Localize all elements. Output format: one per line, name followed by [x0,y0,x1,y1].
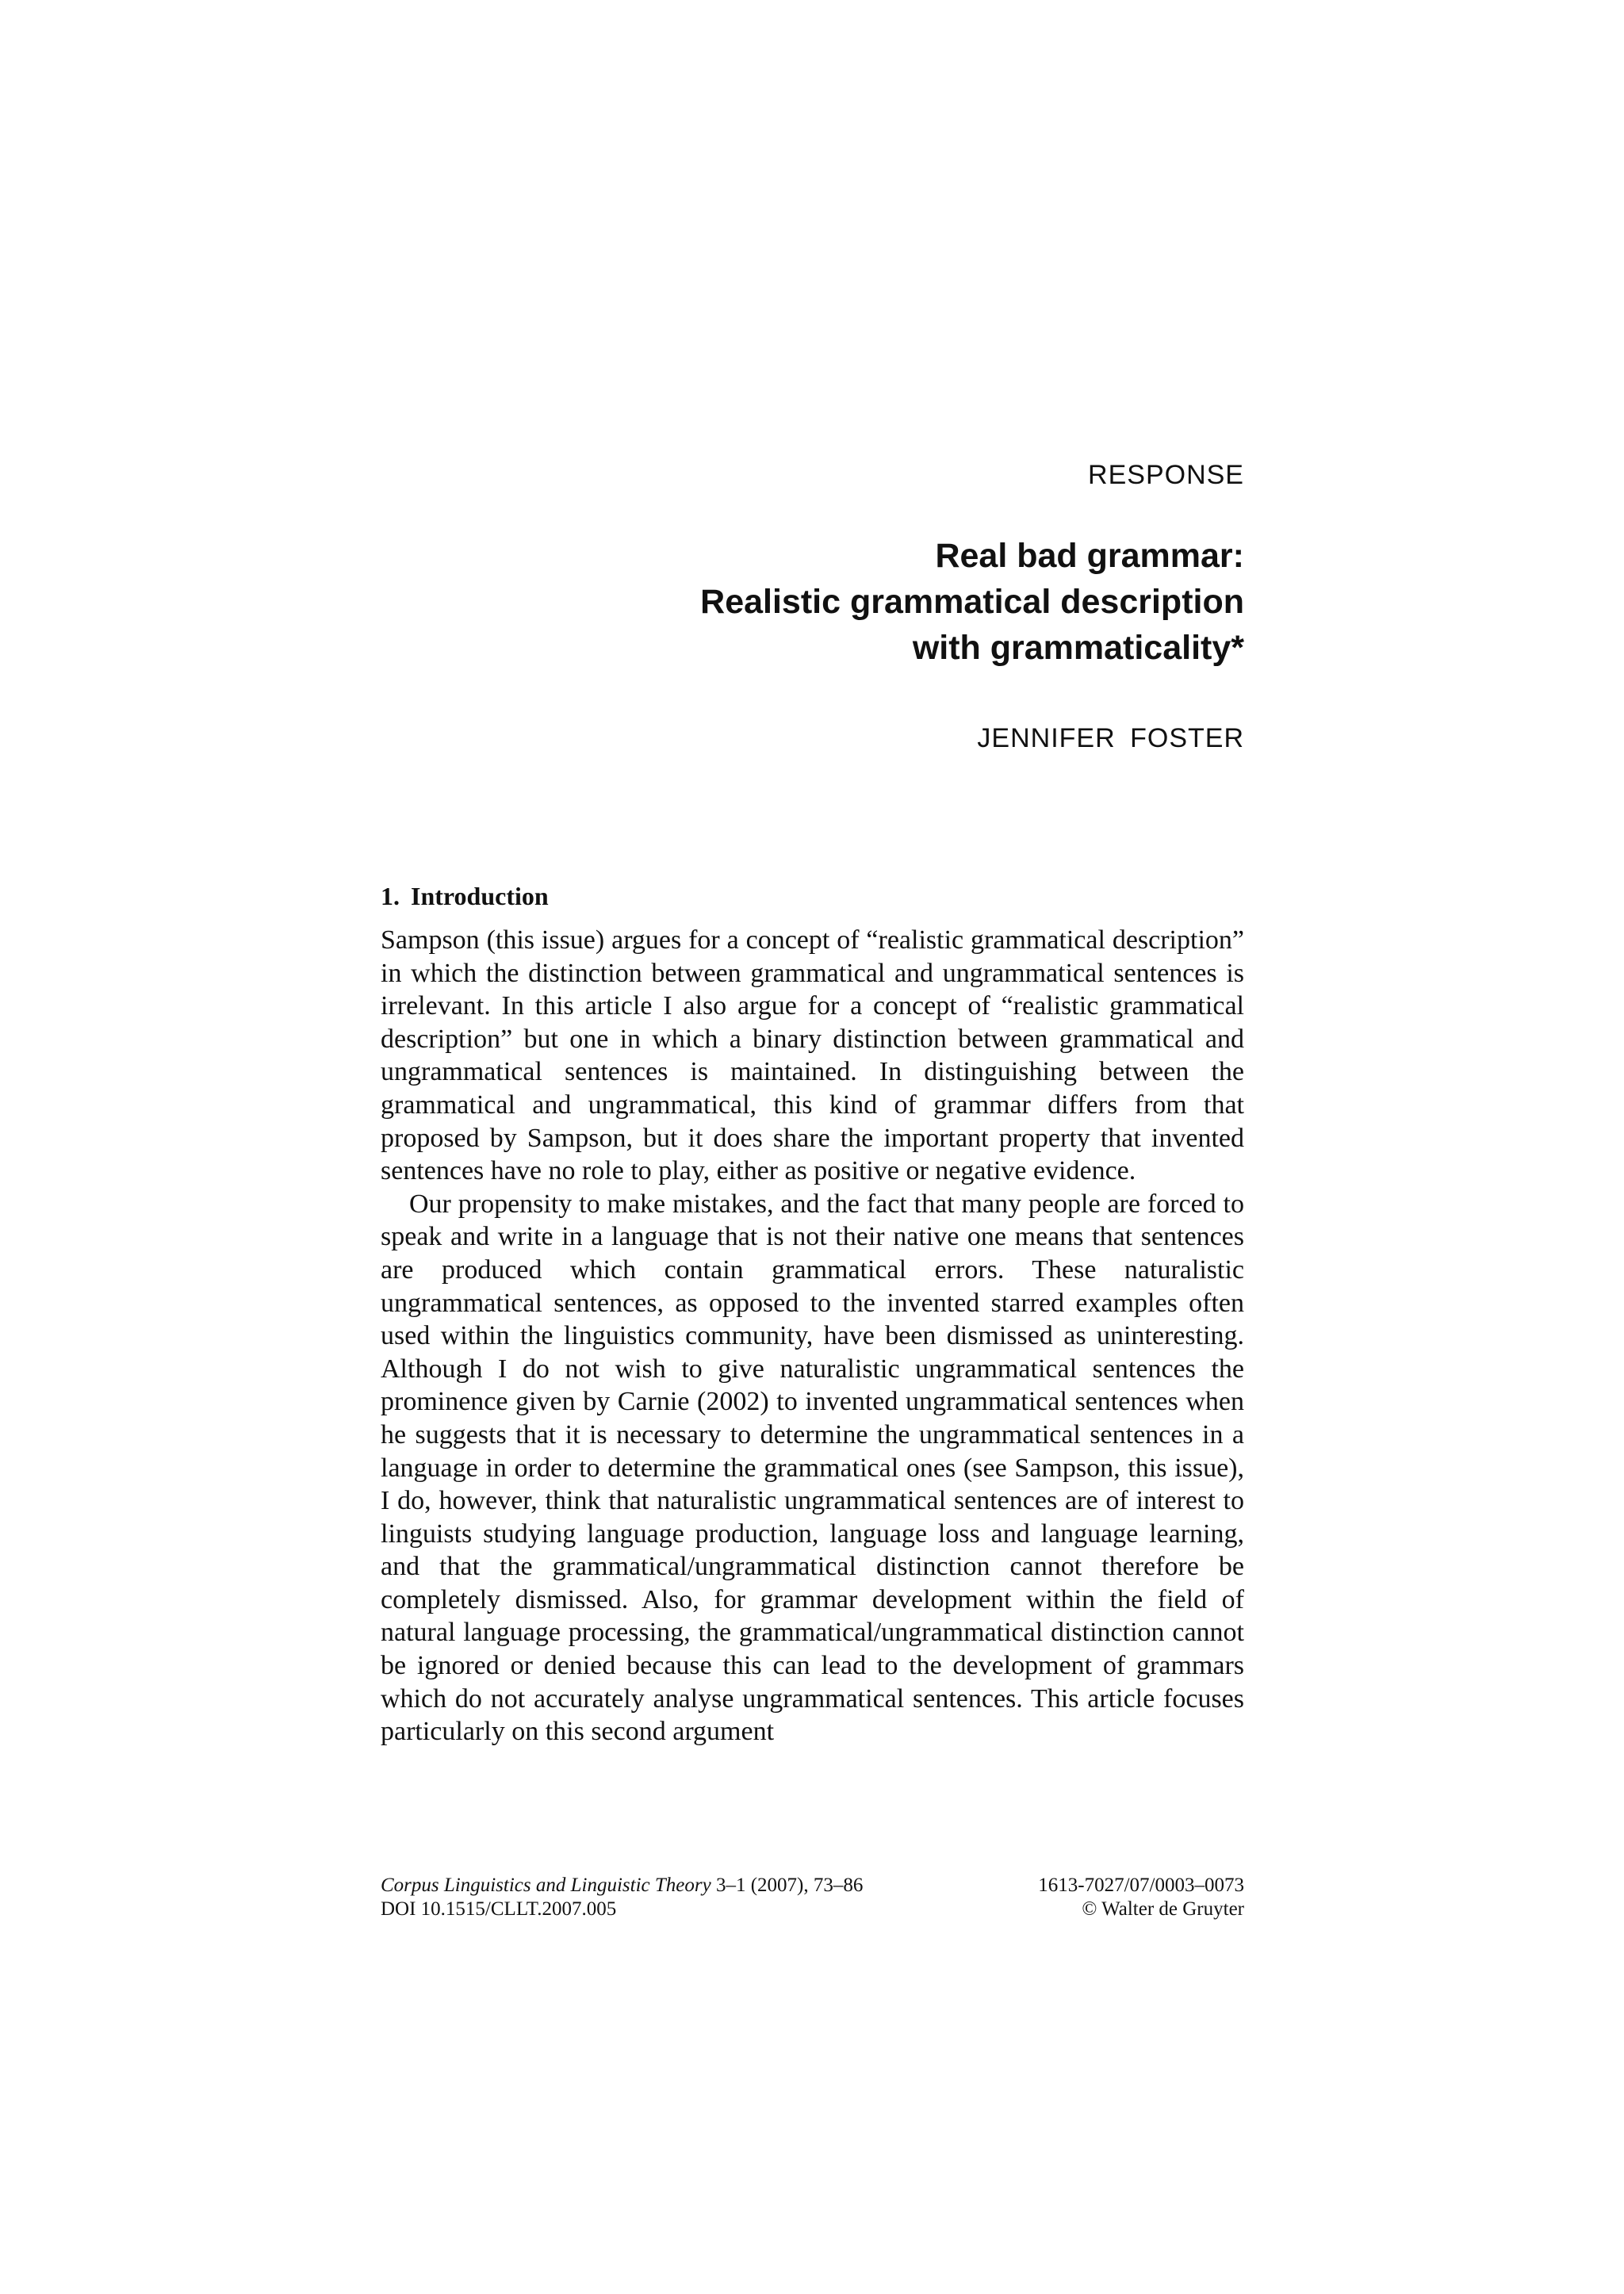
section-number: 1. [381,882,400,910]
footer-row-2 [381,1898,1244,1921]
journal-name: Corpus Linguistics and Linguistic Theory [381,1875,711,1896]
article-type-label: RESPONSE [1088,460,1244,490]
copyright: © Walter de Gruyter [1082,1898,1244,1920]
section-title: Introduction [411,882,549,910]
body-text [381,924,1244,1748]
footer-citation [381,1874,863,1898]
article-title [381,533,1244,671]
issn: 1613-7027/07/0003–0073 [1038,1875,1244,1896]
volume-pages: 3–1 (2007), 73–86 [710,1875,864,1896]
title-line-1: Real bad grammar: [935,537,1244,575]
paragraph-2: Our propensity to make mistakes, and the fact that many people are forced to speak and write in a language that is not their native one means that sentences are produced which contain grammatical errors. These naturalistic ungrammatical sentences, as opposed to the invented starred examples often used within the linguistics community, have been dismissed as uninteresting. Although I do not wish to give naturalistic ungrammatical sentences the prominence given by Carnie (2002) to invented ungrammatical sentences when he suggests that it is necessary to determine the ungrammatical sentences in a language in order to determine the grammatical ones (see Sampson, this issue), I do, however, think that naturalistic ungrammatical sentences are of interest to linguists studying language production, language loss and language learning, and that the grammatical/ungrammatical distinction cannot therefore be completely dismissed. Also, for grammar development within the field of natural language processing, the grammatical/ungrammatical distinction cannot be ignored or denied because this can lead to the development of grammars which do not accurately analyse ungrammatical sentences. This article focuses particularly on this second argument [381,1189,1244,1747]
title-line-2: Realistic grammatical description [700,583,1244,621]
page-footer [381,1874,1244,1921]
paragraph-1: Sampson (this issue) argues for a concept of “realistic grammatical description” in which the distinction between grammatical and ungrammatical sentences is irrelevant. In this article I also argue for a concept of “realistic grammatical description” but one in which a binary distinction between grammatical and ungrammatical sentences is maintained. In distinguishing between the grammatical and ungrammatical, this kind of grammar differs from that proposed by Sampson, but it does share the important property that invented sentences have no role to play, either as positive or negative evidence. [381,925,1244,1186]
footer-row-1 [381,1874,1244,1898]
title-line-3: with grammaticality* [912,629,1244,667]
doi: DOI 10.1515/CLLT.2007.005 [381,1898,617,1920]
section-heading [381,882,549,911]
author-name: JENNIFER FOSTER [977,723,1244,753]
